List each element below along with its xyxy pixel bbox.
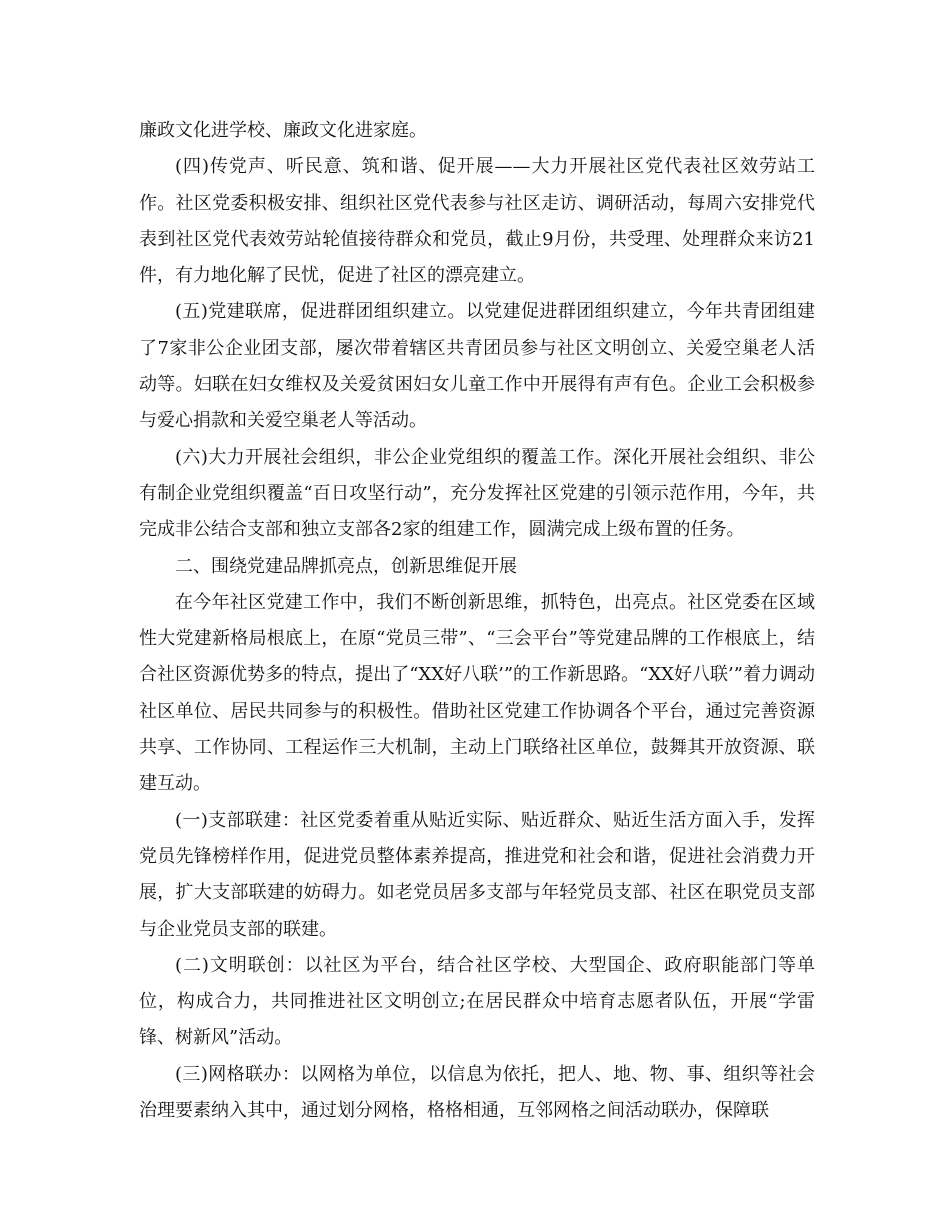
document-body bbox=[139, 113, 815, 1129]
paragraph-section-4: (四)传党声、听民意、筑和谐、促开展——大力开展社区党代表社区效劳站工作。社区党委积极安排、组织社区党代表参与社区走访、调研活动，每周六安排党代表到社区党代表效劳站轮值接待群众和党员，截止9月份，共受理、处理群众来访21件，有力地化解了民忧，促进了社区的漂亮建立。 bbox=[139, 156, 815, 287]
paragraph-civilization: (二)文明联创：以社区为平台，结合社区学校、大型国企、政府职能部门等单位，构成合力，共同推进社区文明创立;在居民群众中培育志愿者队伍，开展“学雷锋、树新风”活动。 bbox=[139, 954, 815, 1049]
paragraph-section-6: (六)大力开展社会组织，非公企业党组织的覆盖工作。深化开展社会组织、非公有制企业党组织覆盖“百日攻坚行动”，充分发挥社区党建的引领示范作用，今年，共完成非公结合支部和独立支部各2家的组建工作，圆满完成上级布置的任务。 bbox=[139, 446, 815, 541]
paragraph-innovation: 在今年社区党建工作中，我们不断创新思维，抓特色，出亮点。社区党委在区域性大党建新格局根底上，在原“党员三带”、“三会平台”等党建品牌的工作根底上，结合社区资源优势多的特点，提出了“XX好八联’”的工作新思路。“XX好八联’”着力调动社区单位、居民共同参与的积极性。借助社区党建工作协调各个平台，通过完善资源共享、工作协同、工程运作三大机制，主动上门联络社区单位，鼓舞其开放资源、联建互动。 bbox=[139, 591, 815, 795]
section-heading-2: 二、围绕党建品牌抓亮点，创新思维促开展 bbox=[175, 555, 517, 577]
paragraph-grid: (三)网格联办：以网格为单位，以信息为依托，把人、地、物、事、组织等社会治理要素纳入其中，通过划分网格，格格相通，互邻网格之间活动联办，保障联 bbox=[139, 1063, 815, 1122]
paragraph-branch-joint: (一)支部联建：社区党委着重从贴近实际、贴近群众、贴近生活方面入手，发挥党员先锋榜样作用，促进党员整体素养提高，推进党和社会和谐，促进社会消费力开展，扩大支部联建的妨碍力。如老党员居多支部与年轻党员支部、社区在职党员支部与企业党员支部的联建。 bbox=[139, 809, 815, 940]
paragraph-continued: 廉政文化进学校、廉政文化进家庭。 bbox=[139, 120, 427, 141]
paragraph-section-5: (五)党建联席，促进群团组织建立。以党建促进群团组织建立，今年共青团组建了7家非公企业团支部，屡次带着辖区共青团员参与社区文明创立、关爱空巢老人活动等。妇联在妇女维权及关爱贫困妇女儿童工作中开展得有声有色。企业工会积极参与爱心捐款和关爱空巢老人等活动。 bbox=[139, 301, 815, 432]
